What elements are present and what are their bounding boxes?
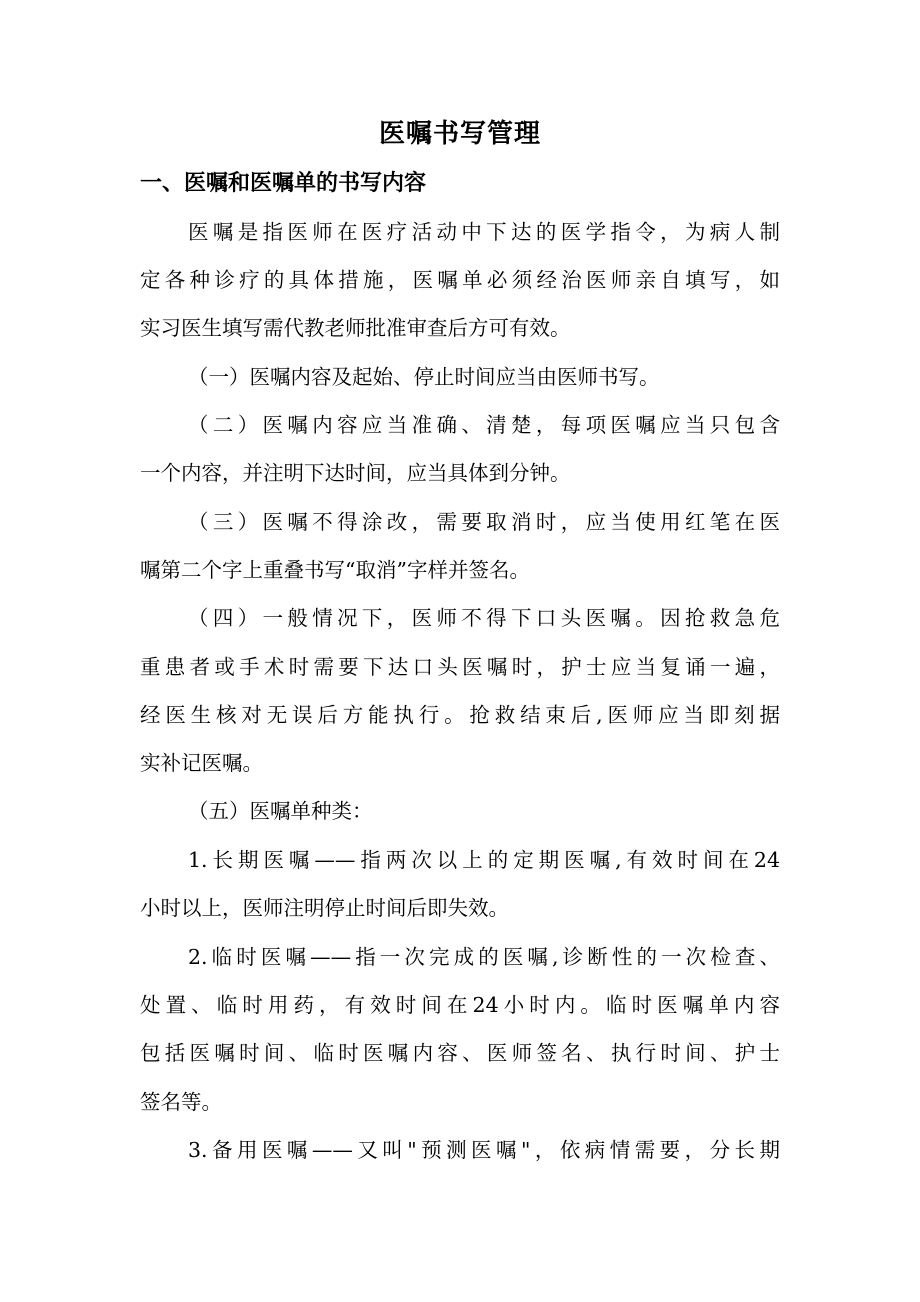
paragraph-line: （五）医嘱单种类： (188, 799, 373, 823)
document-title: 医嘱书写管理 (378, 119, 541, 149)
paragraph-line: （四）一般情况下，医师不得下口头医嘱。因抢救急危 (188, 606, 780, 630)
paragraph-line: 嘱第二个字上重叠书写“取消”字样并签名。 (140, 558, 530, 582)
paragraph-line: 医嘱是指医师在医疗活动中下达的医学指令，为病人制 (188, 220, 780, 244)
paragraph-line: （二）医嘱内容应当准确、清楚，每项医嘱应当只包含 (188, 413, 780, 437)
paragraph-line: 一个内容，并注明下达时间，应当具体到分钟。 (140, 461, 571, 485)
paragraph-line: 处置、临时用药，有效时间在24小时内。临时医嘱单内容 (140, 993, 780, 1017)
paragraph-line: 包括医嘱时间、临时医嘱内容、医师签名、执行时间、护士 (140, 1041, 780, 1065)
paragraph-line: 重患者或手术时需要下达口头医嘱时，护士应当复诵一遍， (140, 655, 780, 679)
section-heading: 一、医嘱和医嘱单的书写内容 (140, 171, 427, 196)
paragraph-line: （一）医嘱内容及起始、停止时间应当由医师书写。 (188, 365, 660, 389)
paragraph-line: 签名等。 (140, 1090, 222, 1114)
paragraph-line: 定各种诊疗的具体措施，医嘱单必须经治医师亲自填写，如 (140, 268, 780, 292)
paragraph-line: （三）医嘱不得涂改，需要取消时，应当使用红笔在医 (188, 510, 780, 534)
paragraph-line: 经医生核对无误后方能执行。抢救结束后,医师应当即刻据 (140, 703, 780, 727)
paragraph-line: 3.备用医嘱——又叫"预测医嘱"，依病情需要，分长期 (188, 1138, 780, 1162)
paragraph-line: 小时以上，医师注明停止时间后即失效。 (140, 896, 509, 920)
paragraph-line: 实习医生填写需代教老师批准审查后方可有效。 (140, 316, 571, 340)
paragraph-line: 2.临时医嘱——指一次完成的医嘱,诊断性的一次检查、 (188, 945, 780, 969)
paragraph-line: 实补记医嘱。 (140, 751, 263, 775)
paragraph-line: 1.长期医嘱——指两次以上的定期医嘱,有效时间在24 (188, 848, 780, 872)
